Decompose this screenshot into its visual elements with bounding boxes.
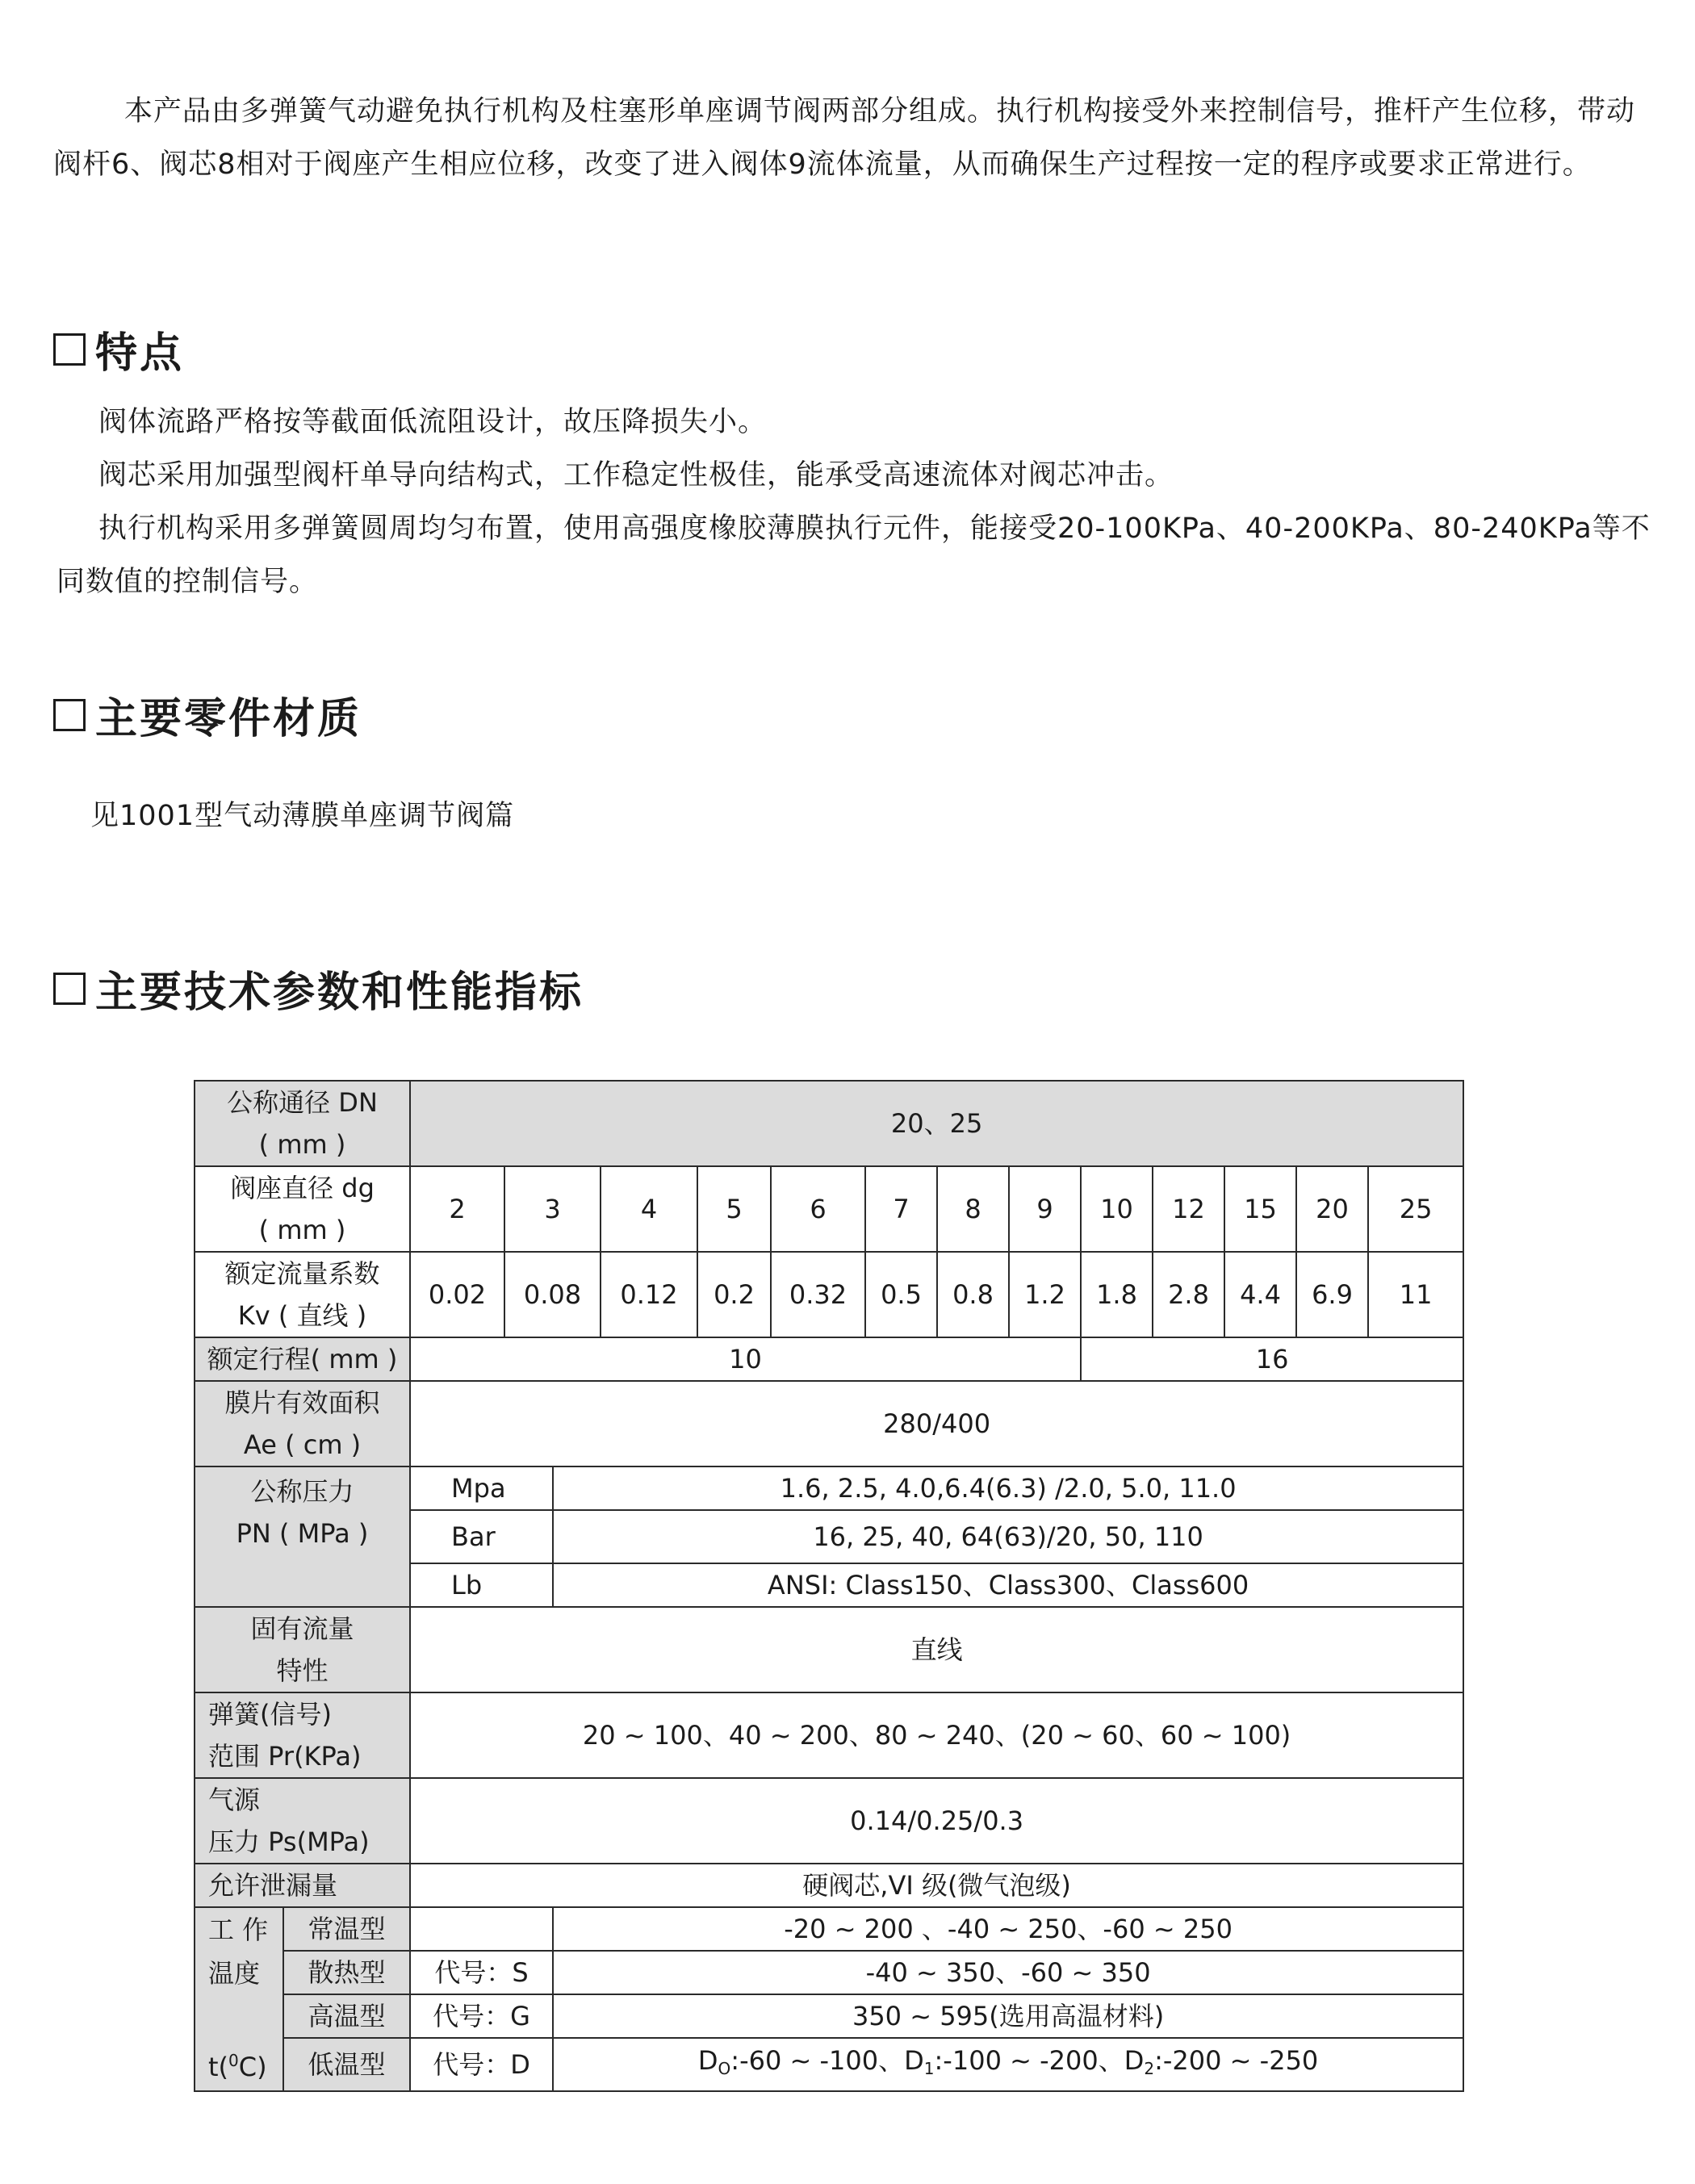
leak-label: 允许泄漏量 [195, 1864, 410, 1907]
temp-type: 散热型 [283, 1951, 410, 1994]
pn-unit-cell: Lb [410, 1563, 553, 1607]
kv-cell: 4.4 [1224, 1252, 1296, 1337]
ae-value: 280/400 [410, 1381, 1463, 1466]
dg-cell: 15 [1224, 1166, 1296, 1252]
dn-value: 20、25 [410, 1081, 1463, 1166]
section-features [53, 319, 184, 379]
flow-label-2: 特性 [276, 1655, 329, 1686]
stroke-cell: 10 [410, 1337, 1081, 1381]
temp-code: 代号：S [410, 1951, 553, 1994]
materials-title: 主要零件材质 [95, 695, 362, 743]
dg-cell: 20 [1296, 1166, 1368, 1252]
dg-label: 阀座直径 dg [230, 1173, 375, 1203]
ae-unit: Ae ( cm ) [243, 1429, 362, 1460]
dg-cell: 4 [601, 1166, 697, 1252]
section-materials [53, 684, 362, 745]
kv-cell: 0.5 [865, 1252, 937, 1337]
pn-label: 公称压力 [250, 1476, 354, 1507]
stroke-label: 额定行程( mm ) [195, 1337, 410, 1381]
features-title: 特点 [95, 329, 185, 378]
table-row [195, 1994, 1463, 2038]
dg-cell: 10 [1081, 1166, 1153, 1252]
leak-value: 硬阀芯,VI 级(微气泡级) [410, 1864, 1463, 1907]
kv-unit: Kv ( 直线 ) [237, 1300, 367, 1331]
dg-cell: 25 [1368, 1166, 1463, 1252]
table-row [195, 1607, 1463, 1692]
temp-code: 代号：D [410, 2038, 553, 2091]
dn-unit: ( mm ) [258, 1129, 346, 1160]
air-unit: 压力 Ps(MPa) [208, 1826, 370, 1857]
table-row [195, 1466, 1463, 1510]
kv-cell: 0.32 [771, 1252, 865, 1337]
checkbox-icon [53, 333, 86, 366]
table-row [195, 1778, 1463, 1864]
kv-cell: 0.02 [410, 1252, 504, 1337]
dg-label-cell [195, 1166, 410, 1252]
temp-label-cell [195, 1907, 283, 2091]
temp-type: 高温型 [283, 1994, 410, 2038]
materials-body [90, 789, 1695, 843]
dg-cell: 12 [1153, 1166, 1224, 1252]
dg-cell: 3 [504, 1166, 601, 1252]
kv-cell: 11 [1368, 1252, 1463, 1337]
temp-value-low: $D_O:-60$ ~ -100、$D_1:-100$ ~ -200、$D_2:-200$ ~ -250 [553, 2038, 1463, 2091]
spec-table [194, 1080, 1464, 2092]
flow-value: 直线 [410, 1607, 1463, 1692]
temp-code: 代号：G [410, 1994, 553, 2038]
table-row [195, 1692, 1463, 1778]
table-row [195, 2038, 1463, 2091]
spring-value: 20 ~ 100、40 ~ 200、80 ~ 240、(20 ~ 60、60 ~ 100) [410, 1692, 1463, 1778]
kv-cell: 2.8 [1153, 1252, 1224, 1337]
dg-cell: 8 [937, 1166, 1009, 1252]
ae-label-cell [195, 1381, 410, 1466]
dg-cell: 6 [771, 1166, 865, 1252]
intro-text: 本产品由多弹簧气动避免执行机构及柱塞形单座调节阀两部分组成。执行机构接受外来控制信号，推杆产生位移，带动阀杆6、阀芯8相对于阀座产生相应位移，改变了进入阀体9流体流量，从而确保生产过程按一定的程序或要求正常进行。 [53, 95, 1636, 181]
table-row [195, 1907, 1463, 1951]
dn-label: 公称通径 DN [227, 1087, 378, 1118]
feature-line-2: 阀芯采用加强型阀杆单导向结构式，工作稳定性极佳，能承受高速流体对阀芯冲击。 [98, 459, 1174, 492]
temp-label: 工 作 [208, 1914, 269, 1945]
kv-label-cell [195, 1252, 410, 1337]
pn-value-cell: 1.6, 2.5, 4.0,6.4(6.3) /2.0, 5.0, 11.0 [553, 1466, 1463, 1510]
spring-label: 弹簧(信号) [208, 1699, 332, 1730]
air-value: 0.14/0.25/0.3 [410, 1778, 1463, 1864]
temp-label-2: 温度 [208, 1958, 261, 1989]
temp-unit: t($^0$C) [208, 2051, 267, 2082]
dg-cell: 2 [410, 1166, 504, 1252]
spring-label-cell [195, 1692, 410, 1778]
pn-unit-cell: Bar [410, 1510, 553, 1563]
kv-cell: 0.12 [601, 1252, 697, 1337]
pn-unit-cell: Mpa [410, 1466, 553, 1510]
table-row [195, 1081, 1463, 1166]
feature-line-3: 执行机构采用多弹簧圆周均匀布置，使用高强度橡胶薄膜执行元件，能接受20-100KPa、40-200KPa、80-240KPa等不同数值的控制信号。 [56, 513, 1651, 598]
kv-cell: 0.08 [504, 1252, 601, 1337]
pn-unit: PN ( MPa ) [236, 1518, 369, 1549]
kv-label: 额定流量系数 [224, 1258, 380, 1289]
kv-cell: 0.8 [937, 1252, 1009, 1337]
temp-value: -20 ~ 200 、-40 ~ 250、-60 ~ 250 [553, 1907, 1463, 1951]
dn-label-cell [195, 1081, 410, 1166]
air-label: 气源 [208, 1784, 261, 1815]
dg-unit: ( mm ) [258, 1215, 346, 1245]
flow-label: 固有流量 [250, 1613, 354, 1644]
features-body [56, 395, 1671, 609]
pn-value-cell: ANSI: Class150、Class300、Class600 [553, 1563, 1463, 1607]
pn-value-cell: 16, 25, 40, 64(63)/20, 50, 110 [553, 1510, 1463, 1563]
table-row [195, 1951, 1463, 1994]
stroke-cell: 16 [1081, 1337, 1463, 1381]
table-row [195, 1337, 1463, 1381]
feature-line-1: 阀体流路严格按等截面低流阻设计，故压降损失小。 [98, 406, 768, 438]
temp-value: 350 ~ 595(选用高温材料) [553, 1994, 1463, 2038]
checkbox-icon [53, 699, 86, 731]
temp-value: -40 ~ 350、-60 ~ 350 [553, 1951, 1463, 1994]
kv-cell: 1.8 [1081, 1252, 1153, 1337]
dg-cell: 7 [865, 1166, 937, 1252]
table-row [195, 1252, 1463, 1337]
temp-type: 常温型 [283, 1907, 410, 1951]
flow-label-cell [195, 1607, 410, 1692]
kv-cell: 6.9 [1296, 1252, 1368, 1337]
specs-title: 主要技术参数和性能指标 [95, 969, 584, 1017]
dg-cell: 9 [1009, 1166, 1081, 1252]
temp-code [410, 1907, 553, 1951]
air-label-cell [195, 1778, 410, 1864]
section-specs [53, 958, 584, 1019]
ae-label: 膜片有效面积 [224, 1387, 380, 1418]
table-row [195, 1166, 1463, 1252]
spring-unit: 范围 Pr(KPa) [208, 1741, 362, 1772]
kv-cell: 0.2 [697, 1252, 771, 1337]
intro-paragraph [53, 85, 1659, 191]
temp-type: 低温型 [283, 2038, 410, 2091]
pn-label-cell [195, 1466, 410, 1607]
table-row [195, 1381, 1463, 1466]
checkbox-icon [53, 973, 86, 1005]
table-row [195, 1864, 1463, 1907]
materials-text: 见1001型气动薄膜单座调节阀篇 [90, 800, 515, 832]
kv-cell: 1.2 [1009, 1252, 1081, 1337]
dg-cell: 5 [697, 1166, 771, 1252]
